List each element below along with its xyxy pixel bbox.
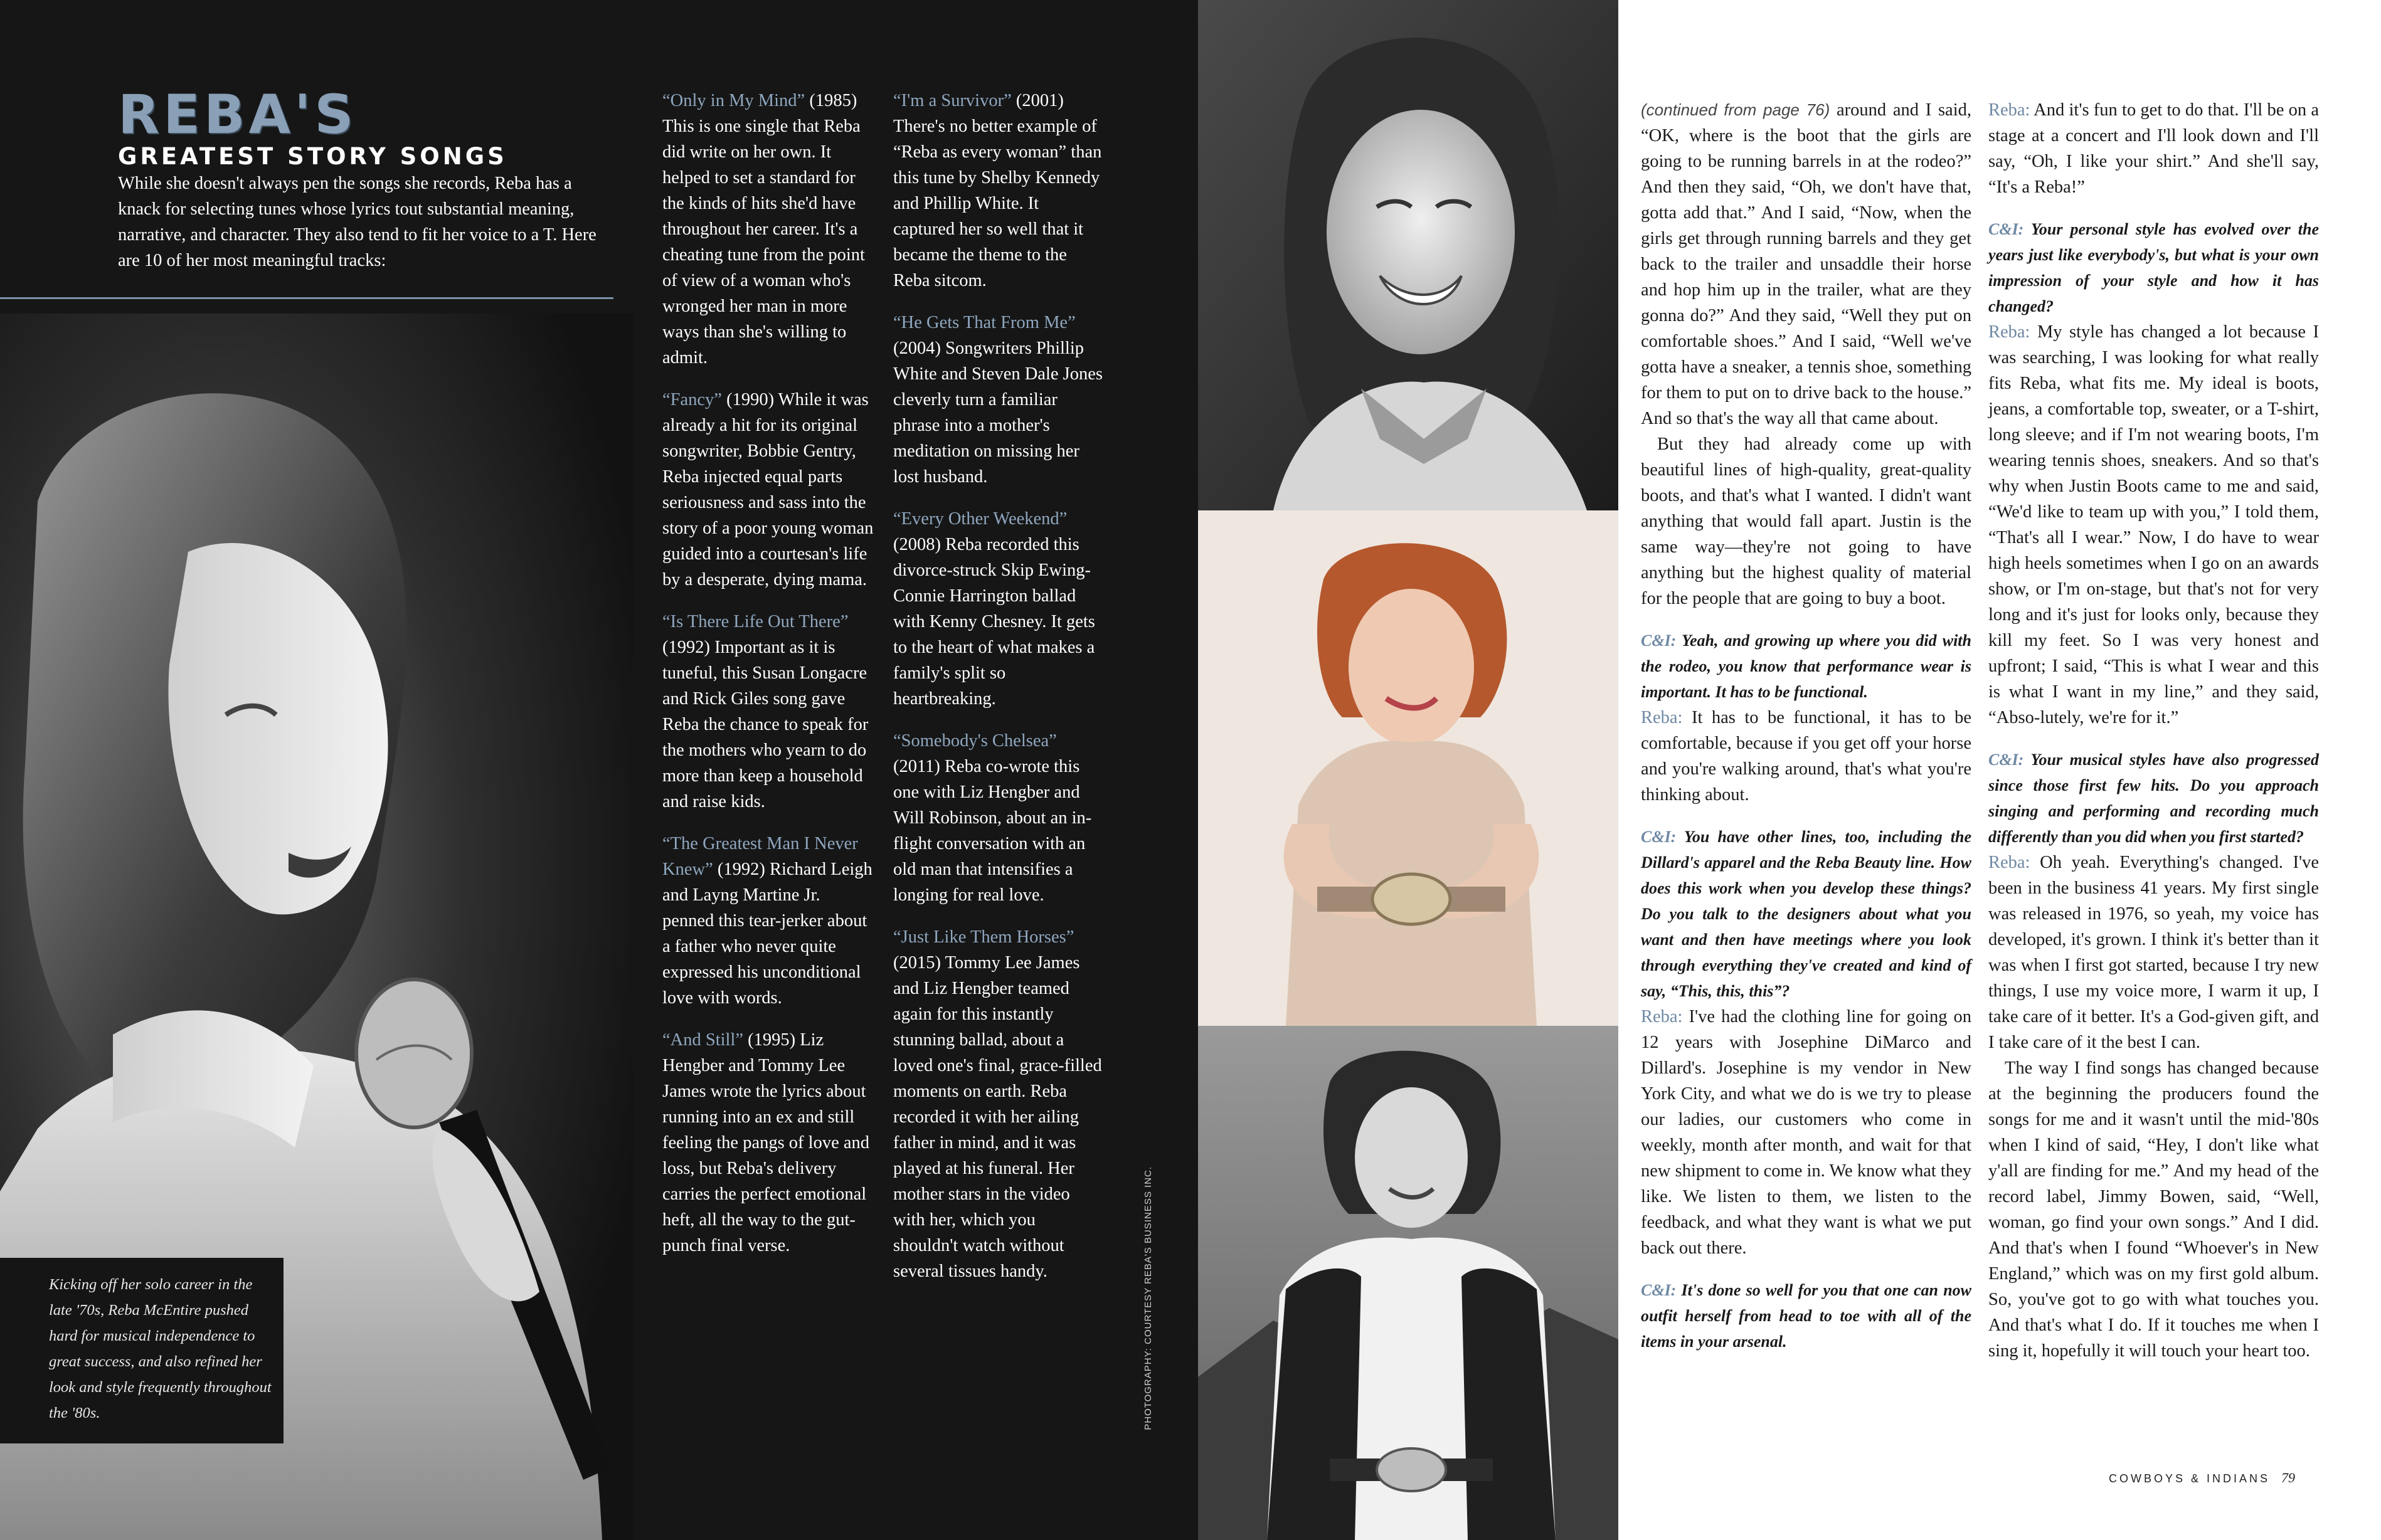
sidebar-intro: While she doesn't always pen the songs she records, Reba has a knack for selecting tunes whose lyrics tout substantial meaning, narrative, and character. They also tend to fit her voice to a T. Here are 10 of her most meaningful tracks: <box>118 174 597 270</box>
song-entry <box>893 310 1104 490</box>
song-entry <box>893 924 1104 1284</box>
song-description: (2015) Tommy Lee James and Liz Hengber teamed again for this instantly stunning ballad, about a loved one's final, grace-filled moments on earth. Reba recorded it with her ailing father in mind, and it was played at his funeral. Her mother stars in the video with her, which you shouldn't watch without several tissues handy. <box>893 953 1102 1281</box>
question-text: Your musical styles have also progressed since those first few hits. Do you approach singing and performing and recording much differently than you did when you first started? <box>1988 751 2319 846</box>
speaker-label: C&I: <box>1641 1281 1677 1299</box>
answer-text: I've had the clothing line for going on 12 years with Josephine DiMarco and Dillard's. Josephine is my vendor in New York City, and what we do is we try to please our ladies, our customers who come in weekly, month after month, and wait for that new shipment to come in. We know what they like. We listen to them, we listen to the feedback, and what they want is what we put back out there. <box>1641 1007 1971 1258</box>
answer-text: My style has changed a lot because I was searching, I was looking for what really fits Reba, what fits me. My ideal is boots, jeans, a comfortable top, sweater, or a T-shirt, long sleeve; and if I'm not wearing boots, I'm wearing tennis shoes, sneakers. And so that's why when Justin Boots came to me and said, “We'd like to team up with you,” I told them, “That's all I wear.” Now, I do have to wear high heels sometimes when I go on an awards show, or I'm on-stage, but that's not for very long and it's just for looks only, because they kill my feet. So I was very honest and upfront; I said, “This is what I wear and this is what I want in my line,” and they said, “Abso-lutely, we're for it.” <box>1988 322 2319 727</box>
magazine-name: COWBOYS & INDIANS <box>2109 1472 2271 1485</box>
songs-column-1 <box>662 88 876 1275</box>
photo-credit: PHOTOGRAPHY: COURTESY REBA'S BUSINESS INC. <box>1143 1166 1153 1430</box>
song-entry <box>893 728 1104 908</box>
portrait-photo-2 <box>1198 510 1618 1026</box>
paragraph-text: around and I said, “OK, where is the boot that the girls are going to be running barrels in at the rodeo?” And then they said, “Oh, we don't have that, gotta add that.” And I said, “Now, when the girls get through running barrels and they get back to the trailer and unsaddle their horse and hop him up in the trailer, what are they gonna do?” And they said, “Well they put on comfortable shoes.” And I said, “Well we've gotta have a sneaker, a tennis shoe, something for them to put on to drive back to the house.” And so that's the way all that came about. <box>1641 100 1971 428</box>
photo-caption: Kicking off her solo career in the late '70s, Reba McEntire pushed hard for musical independence to great success, and also refined her look and style frequently throughout the '80s. <box>49 1276 272 1421</box>
answer <box>1641 705 1971 808</box>
continued-note: (continued from page 76) <box>1641 100 1830 119</box>
question-text: You have other lines, too, including the Dillard's apparel and the Reba Beauty line. How does this work when you develop these things? Do you talk to the designers about what you want and then have meetings where you look through everything they've created and kind of say, “This, this, this”? <box>1641 828 1971 1000</box>
song-title: “Every Other Weekend” <box>893 509 1068 529</box>
sidebar-title: REBA'S <box>118 83 358 146</box>
song-description: (1992) Important as it is tuneful, this Susan Longacre and Rick Giles song gave Reba the chance to speak for the mothers who yearn to do more than keep a household and raise kids. <box>662 638 869 811</box>
speaker-label: C&I: <box>1641 828 1677 846</box>
photo-caption-box <box>0 1258 284 1443</box>
photo-strip <box>1198 0 1618 1540</box>
portrait-photo-3 <box>1198 1026 1618 1540</box>
paragraph: But they had already come up with beautiful lines of high-quality, great-quality boots, and that's what I wanted. I didn't want anything that would fall apart. Justin is the same way—they're not going to have anything but the highest quality of material for the people that are going to buy a boot. <box>1641 435 1971 608</box>
question-text: It's done so well for you that one can now outfit herself from head to toe with all of the items in your arsenal. <box>1641 1281 1971 1351</box>
song-description: (2001) There's no better example of “Reba as every woman” than this tune by Shelby Kennedy and Phillip White. It captured her so well that it became the theme to the Reba sitcom. <box>893 91 1102 290</box>
speaker-label: Reba: <box>1988 322 2030 342</box>
song-entry <box>893 88 1104 293</box>
question <box>1641 824 1971 1004</box>
page-number: 79 <box>2281 1470 2296 1485</box>
question <box>1988 747 2319 850</box>
answer <box>1988 319 2319 730</box>
speaker-label: C&I: <box>1988 220 2024 238</box>
question <box>1641 628 1971 705</box>
songs-column-2 <box>893 88 1104 1300</box>
song-title: “The Greatest Man I Never Knew” <box>662 834 858 879</box>
page-footer <box>2109 1470 2295 1486</box>
answer-text: It has to be functional, it has to be comfortable, because if you get off your horse and you're walking around, that's what you're thinking about. <box>1641 708 1971 804</box>
paragraph <box>1641 97 1971 431</box>
song-title: “Fancy” <box>662 390 722 409</box>
song-description: (2011) Reba co-wrote this one with Liz Hengber and Will Robinson, about an in-flight conversation with an old man that intensifies a longing for real love. <box>893 757 1092 905</box>
song-description: (1995) Liz Hengber and Tommy Lee James wrote the lyrics about running into an ex and still feeling the pangs of love and loss, but Reba's delivery carries the perfect emotional heft, all the way to the gut-punch final verse. <box>662 1030 870 1255</box>
song-description: (2008) Reba recorded this divorce-struck Skip Ewing-Connie Harrington ballad with Kenny Chesney. It gets to the heart of what makes a family's split so heartbreaking. <box>893 535 1095 709</box>
speaker-label: Reba: <box>1641 1007 1683 1026</box>
song-title: “Somebody's Chelsea” <box>893 731 1057 751</box>
song-description: (1990) While it was already a hit for its original songwriter, Bobbie Gentry, Reba injected equal parts seriousness and sass into the story of a poor young woman guided into a courtesan's life by a desperate, dying mama. <box>662 390 874 589</box>
song-description: (1992) Richard Leigh and Layng Martine Jr. penned this tear-jerker about a father who never quite expressed his unconditional love with words. <box>662 860 872 1008</box>
speaker-label: C&I: <box>1641 631 1677 650</box>
answer <box>1988 97 2319 200</box>
question <box>1641 1277 1971 1354</box>
question-text: Yeah, and growing up where you did with the rodeo, you know that performance wear is important. It has to be functional. <box>1641 631 1971 701</box>
question-text: Your personal style has evolved over the years just like everybody's, but what is your own impression of your style and how it has changed? <box>1988 220 2319 315</box>
song-title: “Is There Life Out There” <box>662 612 849 631</box>
speaker-label: Reba: <box>1988 100 2030 120</box>
song-entry <box>662 1027 876 1258</box>
question <box>1988 216 2319 319</box>
divider <box>0 297 613 299</box>
song-title: “I'm a Survivor” <box>893 91 1012 110</box>
answer <box>1641 1004 1971 1261</box>
song-entry <box>662 831 876 1011</box>
speaker-label: C&I: <box>1988 751 2024 769</box>
song-description: (1985) This is one single that Reba did write on her own. It helped to set a standard for the kinds of hits she'd have throughout her career. It's a cheating tune from the point of view of a woman who's wronged her man in more ways than she's willing to admit. <box>662 91 865 367</box>
song-entry <box>662 387 876 593</box>
portrait-photo-1 <box>1198 0 1618 510</box>
song-description: (2004) Songwriters Phillip White and Steven Dale Jones cleverly turn a familiar phrase into a mother's meditation on missing her lost husband. <box>893 339 1103 487</box>
sidebar-subtitle: GREATEST STORY SONGS <box>118 143 507 170</box>
speaker-label: Reba: <box>1988 853 2030 872</box>
speaker-label: Reba: <box>1641 708 1683 727</box>
paragraph: The way I find songs has changed because at the beginning the producers found the songs for me and it wasn't until the mid-'80s when I kind of said, “Hey, I don't like what y'all are finding for me.” And my head of the record label, Jimmy Bowen, said, “Well, woman, go find your own songs.” And I did. And that's when I found “Whoever's in New England,” which was on my first gold album. So, you've got to go with what touches you. And that's what I do. If it touches me when I sing it, hopefully it will touch your heart too. <box>1988 1058 2319 1361</box>
interview-column-1 <box>1641 97 1971 1354</box>
song-title: “He Gets That From Me” <box>893 313 1076 332</box>
song-entry <box>893 506 1104 712</box>
song-title: “Just Like Them Horses” <box>893 927 1074 947</box>
song-title: “And Still” <box>662 1030 744 1050</box>
answer-text: Oh yeah. Everything's changed. I've been in the business 41 years. My first single was released in 1976, so yeah, my voice has developed, it's grown. I think it's better than it was when I first got started, because I try new things, I use my voice more, I warm it up, I take care of it better. It's a God-given gift, and I take care of it the best I can. <box>1988 853 2319 1052</box>
answer-text: And it's fun to get to do that. I'll be on a stage at a concert and I'll look down and I'll say, “Oh, I like your shirt.” And she'll say, “It's a Reba!” <box>1988 100 2319 197</box>
interview-column-2 <box>1988 97 2319 1364</box>
song-title: “Only in My Mind” <box>662 91 805 110</box>
answer <box>1988 850 2319 1055</box>
song-entry <box>662 609 876 815</box>
song-entry <box>662 88 876 371</box>
